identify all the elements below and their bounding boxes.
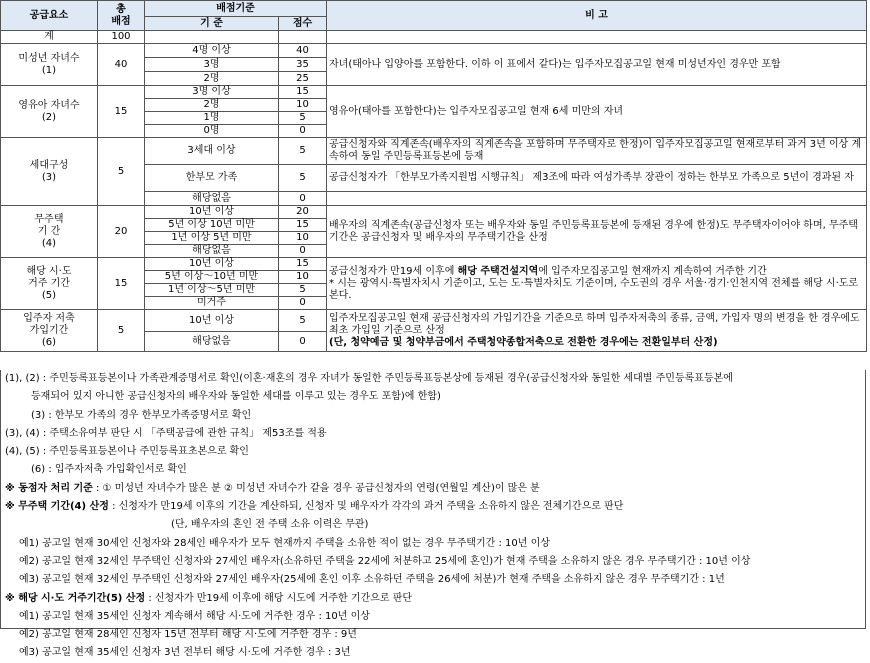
note-line: (3) : 한부모 가족의 경우 한부모가족증명서로 확인 xyxy=(31,409,252,421)
tie-rule: ※ 동점자 처리 기준 : ① 미성년 자녀수가 많은 분 ② 미성년 자녀수가 같을 경우 공급신청자의 연령(연월일 계산)이 많은 분 xyxy=(5,482,540,494)
criteria-cell: 1년 이상 5년 미만 xyxy=(145,232,279,245)
sum-total: 100 xyxy=(98,31,145,44)
criteria-cell: 미거주 xyxy=(145,297,279,310)
score-cell: 40 xyxy=(279,44,327,58)
total-homeless: 20 xyxy=(98,206,145,258)
score-cell: 25 xyxy=(279,72,327,86)
header-score: 점수 xyxy=(279,17,327,31)
header-total: 총 배점 xyxy=(98,1,145,31)
score-cell: 0 xyxy=(279,245,327,258)
criteria-cell: 10년 이상 xyxy=(145,310,279,332)
criteria-cell: 해당없음 xyxy=(145,192,279,206)
criteria-cell: 5년 이상 10년 미만 xyxy=(145,219,279,232)
criteria-cell: 0명 xyxy=(145,125,279,138)
remark-infants: 영유아(태아를 포함한다)는 입주자모집공고일 현재 6세 미만의 자녀 xyxy=(327,86,867,138)
remark-savings: 입주자모집공고일 현재 공급신청자의 가입기간을 기준으로 하며 입주자저축의 종류, 금액, 가입자 명의 변경을 한 경우에도 최초 가입일 기준으로 산정 (단, 청약예금 및 청약부금에서 주택청약종합저축으로 전환한 경우에는 전환일부터 산정) xyxy=(327,310,867,352)
total-residence: 15 xyxy=(98,258,145,310)
total-children: 40 xyxy=(98,44,145,86)
score-cell: 5 xyxy=(279,138,327,165)
remark-homeless: 배우자의 직계존속(공급신청자 또는 배우자와 동일 주민등록표등본에 등재된 경우에 한정)도 무주택자이어야 하며, 무주택기간은 공급신청자 및 배우자의 무주택기간을 산정 xyxy=(327,206,867,258)
residence-rule: ※ 해당 시·도 거주기간(5) 산정 : 신청자가 만19세 이후에 해당 시도에 거주한 기간으로 판단 xyxy=(5,592,413,604)
score-cell: 0 xyxy=(279,297,327,310)
example-line: 예1) 공고일 현재 30세인 신청자와 28세인 배우자가 모두 현재까지 주택을 소유한 적이 없는 경우 무주택기간 : 10년 이상 xyxy=(19,537,550,549)
criteria-cell: 3명 xyxy=(145,58,279,72)
sum-label: 계 xyxy=(1,31,98,44)
total-infants: 15 xyxy=(98,86,145,138)
criteria-cell: 3명 이상 xyxy=(145,86,279,99)
score-cell: 5 xyxy=(279,284,327,297)
factor-children: 미성년 자녀수 (1) xyxy=(1,44,98,86)
remark-children: 자녀(태아나 입양아를 포함한다. 이하 이 표에서 같다)는 입주자모집공고일 현재 미성년자인 경우만 포함 xyxy=(327,44,867,86)
header-factor: 공급요소 xyxy=(1,1,98,31)
criteria-cell: 4명 이상 xyxy=(145,44,279,58)
score-cell: 20 xyxy=(279,206,327,219)
score-cell: 5 xyxy=(279,165,327,192)
criteria-cell: 10년 이상 xyxy=(145,258,279,271)
notes-section xyxy=(0,370,866,659)
homeless-rule: ※ 무주택 기간(4) 산정 : 신청자가 만19세 이후의 기간을 계산하되, 신청자 및 배우자가 각각의 과거 주택을 소유하지 않은 전체기간으로 판단 xyxy=(5,501,624,513)
criteria-cell: 2명 xyxy=(145,72,279,86)
score-cell: 0 xyxy=(279,192,327,206)
example-line: 예2) 공고일 현재 28세인 신청자 15년 전부터 해당 시·도에 거주한 경우 : 9년 xyxy=(19,629,357,641)
factor-savings: 입주자 저축 가입기간 (6) xyxy=(1,310,98,352)
note-line: (3), (4) : 주택소유여부 판단 시 「주택공급에 관한 규칙」 제53조를 적용 xyxy=(5,427,327,439)
score-cell: 10 xyxy=(279,271,327,284)
example-line: 예1) 공고일 현재 35세인 신청자 계속해서 해당 시·도에 거주한 경우 : 10년 이상 xyxy=(19,610,370,622)
example-line: 예2) 공고일 현재 32세인 무주택인 신청자와 27세인 배우자(소유하던 주택을 22세에 처분하고 25세에 혼인)가 현재 주택을 소유하지 않은 경우 무주택기간 : 10년 이상 xyxy=(19,555,751,567)
criteria-cell: 1명 xyxy=(145,112,279,125)
note-line: (4), (5) : 주민등록표등본이나 주민등록표초본으로 확인 xyxy=(5,446,249,458)
factor-household: 세대구성 (3) xyxy=(1,138,98,206)
total-household: 5 xyxy=(98,138,145,206)
example-line: 예3) 공고일 현재 32세인 무주택인 신청자와 27세인 배우자(25세에 혼인 이후 소유하던 주택을 26세에 처분)가 현재 주택을 소유하지 않은 경우 무주택기간 : 1년 xyxy=(19,574,725,586)
factor-residence: 해당 시·도 거주 기간 (5) xyxy=(1,258,98,310)
header-remarks: 비 고 xyxy=(327,1,867,31)
remark-household-1: 공급신청자와 직계존속(배우자의 직계존속을 포함하며 무주택자로 한정)이 입주자모집공고일 현재로부터 과거 3년 이상 계속하여 동일 주민등록표등본에 등재 xyxy=(327,138,867,165)
criteria-cell: 해당없음 xyxy=(145,245,279,258)
score-cell: 0 xyxy=(279,125,327,138)
total-savings: 5 xyxy=(98,310,145,352)
score-cell: 0 xyxy=(279,332,327,352)
note-line: (6) : 입주자저축 가입확인서로 확인 xyxy=(31,464,187,476)
header-criteria: 기 준 xyxy=(145,17,279,31)
factor-homeless: 무주택 기 간 (4) xyxy=(1,206,98,258)
score-cell: 5 xyxy=(279,112,327,125)
score-cell: 10 xyxy=(279,232,327,245)
score-cell: 15 xyxy=(279,258,327,271)
remark-residence: 공급신청자가 만19세 이후에 해당 주택건설지역에 입주자모집공고일 현재까지 계속하여 거주한 기간 * 시는 광역시·특별자치시 기준이고, 도는 도·특별자치도 기준이며, 수도권의 경우 서울·경기·인천지역 전체를 해당 시·도로 본다. xyxy=(327,258,867,310)
criteria-cell: 10년 이상 xyxy=(145,206,279,219)
note-line: 등재되어 있지 아니한 공급신청자의 배우자와 동일한 세대를 이루고 있는 경우도 포함)에 한함) xyxy=(31,391,441,403)
header-criteria-group: 배점기준 xyxy=(145,1,327,17)
score-cell: 15 xyxy=(279,219,327,232)
criteria-cell: 5년 이상～10년 미만 xyxy=(145,271,279,284)
note-line: (1), (2) : 주민등록표등본이나 가족관계증명서로 확인(이혼·재혼의 경우 자녀가 동일한 주민등록표등본상에 등재된 경우(공급신청자와 동일한 세대별 주민등록표등본에 xyxy=(5,373,733,384)
criteria-cell: 3세대 이상 xyxy=(145,138,279,165)
criteria-cell: 한부모 가족 xyxy=(145,165,279,192)
factor-infants: 영유아 자녀수 (2) xyxy=(1,86,98,138)
homeless-rule-sub: (단, 배우자의 혼인 전 주택 소유 이력은 무관) xyxy=(171,519,369,531)
score-cell: 35 xyxy=(279,58,327,72)
criteria-cell: 2명 xyxy=(145,99,279,112)
remark-household-2: 공급신청자가 「한부모가족지원법 시행규칙」 제3조에 따라 여성가족부 장관이 정하는 한부모 가족으로 5년이 경과된 자 xyxy=(327,165,867,192)
score-cell: 5 xyxy=(279,310,327,332)
example-line: 예3) 공고일 현재 35세인 신청자 3년 전부터 해당 시·도에 거주한 경우 : 3년 xyxy=(19,647,351,659)
score-cell: 15 xyxy=(279,86,327,99)
criteria-cell: 1년 이상～5년 미만 xyxy=(145,284,279,297)
criteria-cell: 해당없음 xyxy=(145,332,279,352)
score-cell: 10 xyxy=(279,99,327,112)
